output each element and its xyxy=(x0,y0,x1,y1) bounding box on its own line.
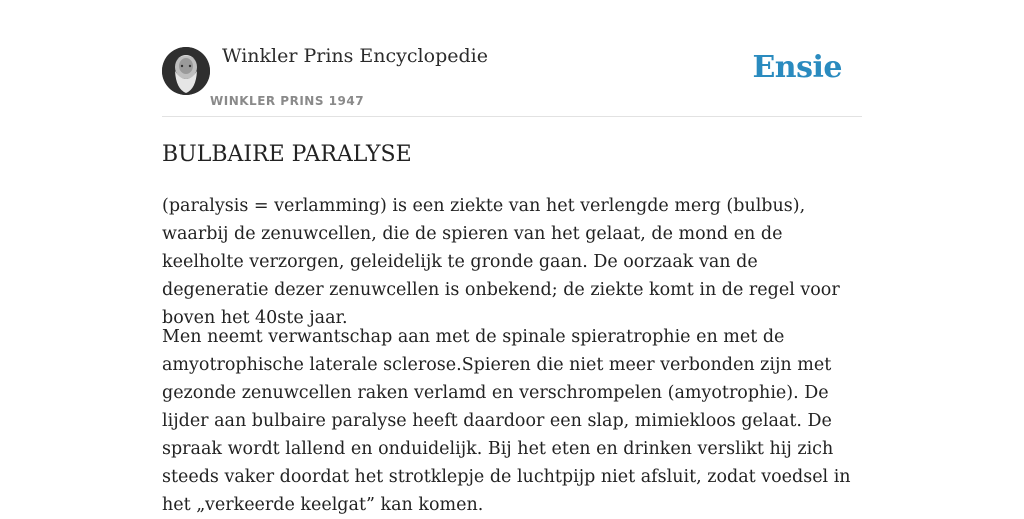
article xyxy=(162,140,864,515)
article-paragraph-1: (paralysis = verlamming) is een ziekte van het verlengde merg (bulbus), waarbij de zenuwcellen, die de spieren van het gelaat, de mond en de keelholte verzorgen, geleidelijk te gronde gaan. De oorzaak van de degeneratie dezer zenuwcellen is onbekend; de ziekte komt in de regel voor boven het 40ste jaar. xyxy=(162,196,840,328)
article-title: BULBAIRE PARALYSE xyxy=(162,142,412,167)
site-header xyxy=(162,0,862,117)
site-title[interactable]: Winkler Prins Encyclopedie xyxy=(222,45,488,67)
bearded-man-portrait-icon xyxy=(162,47,210,95)
avatar[interactable] xyxy=(162,47,210,95)
article-paragraph-2: Men neemt verwantschap aan met de spinale spieratrophie en met de amyotrophische laterale sclerose.Spieren die niet meer verbonden zijn met gezonde zenuwcellen raken verlamd en verschrompelen (amyotrophie). De lijder aan bulbaire paralyse heeft daardoor een slap, mimiekloos gelaat. De spraak wordt lallend en onduidelijk. Bij het eten en drinken verslikt hij zich steeds vaker doordat het strotklepje de luchtpijp niet afsluit, zodat voedsel in het „verkeerde keelgat” kan komen. xyxy=(162,327,851,515)
edition-label[interactable]: WINKLER PRINS 1947 xyxy=(210,94,365,108)
ensie-logo[interactable]: Ensie xyxy=(752,50,842,85)
